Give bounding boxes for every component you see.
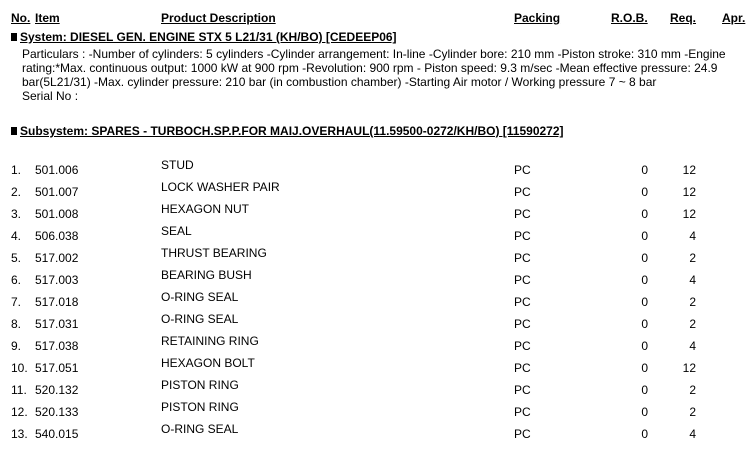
product-description: PISTON RING xyxy=(161,378,239,392)
row-number: 3. xyxy=(11,207,22,221)
rob-quantity: 0 xyxy=(641,339,648,353)
rob-quantity: 0 xyxy=(641,295,648,309)
packing-unit: PC xyxy=(514,185,531,199)
product-description: O-RING SEAL xyxy=(161,312,239,326)
rob-quantity: 0 xyxy=(641,251,648,265)
required-quantity: 12 xyxy=(682,185,696,199)
required-quantity: 2 xyxy=(689,251,696,265)
required-quantity: 12 xyxy=(682,207,696,221)
item-code: 517.018 xyxy=(35,295,79,309)
square-bullet-icon xyxy=(11,33,17,41)
product-description: O-RING SEAL xyxy=(161,422,239,436)
header-packing: Packing xyxy=(514,11,561,25)
required-quantity: 4 xyxy=(689,427,696,441)
item-code: 520.132 xyxy=(35,383,79,397)
product-description: LOCK WASHER PAIR xyxy=(161,180,280,194)
row-number: 8. xyxy=(11,317,22,331)
item-code: 506.038 xyxy=(35,229,79,243)
header-req: Req. xyxy=(670,11,697,25)
required-quantity: 2 xyxy=(689,383,696,397)
row-number: 1. xyxy=(11,163,22,177)
item-code: 517.031 xyxy=(35,317,79,331)
table-row xyxy=(0,243,754,265)
item-code: 540.015 xyxy=(35,427,79,441)
item-code: 520.133 xyxy=(35,405,79,419)
header-description: Product Description xyxy=(161,11,276,25)
product-description: HEXAGON NUT xyxy=(161,202,250,216)
rob-quantity: 0 xyxy=(641,317,648,331)
rob-quantity: 0 xyxy=(641,229,648,243)
particulars-text: Particulars : -Number of cylinders: 5 cylinders -Cylinder arrangement: In-line -Cylinder bore: 210 mm -Piston stroke: 310 mm -Engine rating:*Max. continuous output: 1000 kW at 900 rpm -Revolution: 900 rpm - Piston speed: 9.3 m/sec -Mean effective pressure: 24.9 bar(5L21/31) -Max. cylinder pressure: 210 bar (in combustion chamber) -Starting Air motor / Working pressure 7 ~ 8 bar xyxy=(22,47,726,89)
table-row xyxy=(0,397,754,419)
required-quantity: 2 xyxy=(689,317,696,331)
rob-quantity: 0 xyxy=(641,383,648,397)
system-line xyxy=(11,30,397,44)
table-row xyxy=(0,221,754,243)
row-number: 5. xyxy=(11,251,22,265)
item-code: 501.006 xyxy=(35,163,79,177)
item-code: 517.002 xyxy=(35,251,79,265)
item-table xyxy=(0,155,754,441)
table-row xyxy=(0,287,754,309)
table-row xyxy=(0,309,754,331)
packing-unit: PC xyxy=(514,207,531,221)
row-number: 9. xyxy=(11,339,22,353)
item-code: 517.038 xyxy=(35,339,79,353)
row-number: 11. xyxy=(11,383,27,397)
required-quantity: 2 xyxy=(689,295,696,309)
packing-unit: PC xyxy=(514,361,531,375)
serial-number: Serial No : xyxy=(22,89,79,103)
header-no: No. xyxy=(11,11,31,25)
packing-unit: PC xyxy=(514,339,531,353)
item-code: 501.008 xyxy=(35,207,79,221)
subsystem-line xyxy=(11,124,564,138)
table-row xyxy=(0,331,754,353)
row-number: 7. xyxy=(11,295,22,309)
table-row xyxy=(0,199,754,221)
row-number: 6. xyxy=(11,273,22,287)
required-quantity: 12 xyxy=(682,361,696,375)
rob-quantity: 0 xyxy=(641,185,648,199)
table-row xyxy=(0,375,754,397)
packing-unit: PC xyxy=(514,229,531,243)
rob-quantity: 0 xyxy=(641,163,648,177)
packing-unit: PC xyxy=(514,295,531,309)
product-description: HEXAGON BOLT xyxy=(161,356,255,370)
row-number: 12. xyxy=(11,405,28,419)
header-item: Item xyxy=(35,11,60,25)
rob-quantity: 0 xyxy=(641,405,648,419)
packing-unit: PC xyxy=(514,317,531,331)
table-row xyxy=(0,419,754,441)
product-description: PISTON RING xyxy=(161,400,239,414)
required-quantity: 4 xyxy=(689,229,696,243)
rob-quantity: 0 xyxy=(641,273,648,287)
subsystem-title: Subsystem: SPARES - TURBOCH.SP.P.FOR MAIJ.OVERHAUL(11.59500-0272/KH/BO) [11590272] xyxy=(20,124,564,138)
table-row xyxy=(0,265,754,287)
packing-unit: PC xyxy=(514,163,531,177)
system-title: System: DIESEL GEN. ENGINE STX 5 L21/31 (KH/BO) [CEDEEP06] xyxy=(20,30,397,44)
square-bullet-icon xyxy=(11,127,17,135)
required-quantity: 2 xyxy=(689,405,696,419)
product-description: STUD xyxy=(161,158,194,172)
row-number: 4. xyxy=(11,229,22,243)
product-description: RETAINING RING xyxy=(161,334,259,348)
rob-quantity: 0 xyxy=(641,207,648,221)
row-number: 2. xyxy=(11,185,22,199)
item-code: 517.003 xyxy=(35,273,79,287)
table-row xyxy=(0,177,754,199)
header-rob: R.O.B. xyxy=(611,11,648,25)
rob-quantity: 0 xyxy=(641,361,648,375)
required-quantity: 4 xyxy=(689,339,696,353)
product-description: BEARING BUSH xyxy=(161,268,252,282)
packing-unit: PC xyxy=(514,273,531,287)
product-description: O-RING SEAL xyxy=(161,290,239,304)
packing-unit: PC xyxy=(514,383,531,397)
row-number: 13. xyxy=(11,427,28,441)
packing-unit: PC xyxy=(514,251,531,265)
table-row xyxy=(0,353,754,375)
packing-unit: PC xyxy=(514,427,531,441)
item-code: 517.051 xyxy=(35,361,79,375)
row-number: 10. xyxy=(11,361,28,375)
required-quantity: 4 xyxy=(689,273,696,287)
table-row xyxy=(0,155,754,177)
packing-unit: PC xyxy=(514,405,531,419)
header-apr: Apr. xyxy=(722,11,746,25)
product-description: SEAL xyxy=(161,224,192,238)
required-quantity: 12 xyxy=(682,163,696,177)
rob-quantity: 0 xyxy=(641,427,648,441)
item-code: 501.007 xyxy=(35,185,79,199)
product-description: THRUST BEARING xyxy=(161,246,267,260)
